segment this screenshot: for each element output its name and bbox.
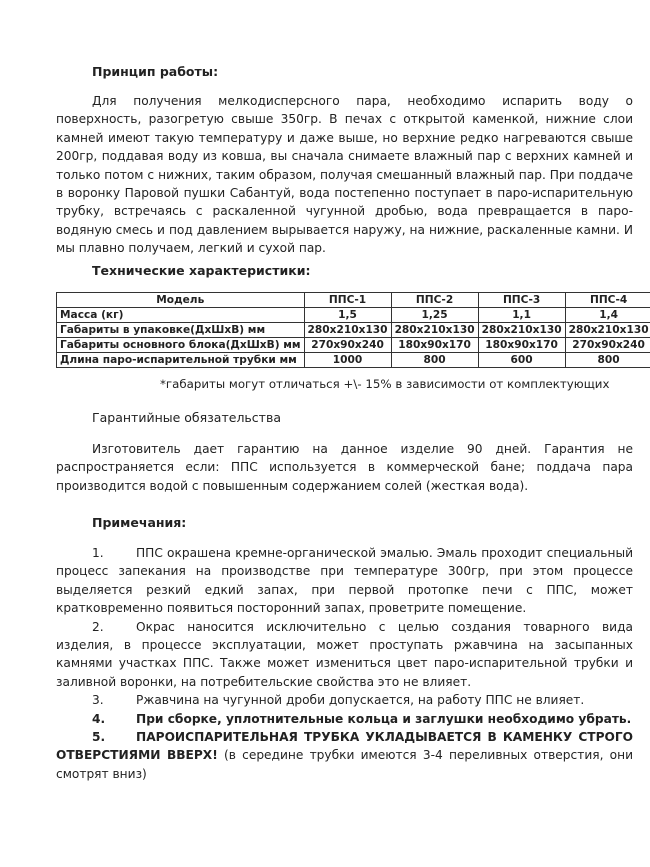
col-pps-1: ППС-1 (304, 293, 391, 308)
note-text: При сборке, уплотнительные кольца и заглушки необходимо убрать. (136, 711, 632, 726)
col-model: Модель (57, 293, 305, 308)
table-cell: 600 (478, 353, 565, 368)
table-cell: Габариты в упаковке(ДхШхВ) мм (57, 323, 305, 338)
note-number: 5. (92, 730, 106, 745)
table-cell: 280х210х130 (304, 323, 391, 338)
table-row (57, 353, 650, 368)
specs-footnote: *габариты могут отличаться +\- 15% в зависимости от комплектующих (160, 377, 610, 391)
table-cell: 270х90х240 (304, 338, 391, 353)
table-cell: 1000 (304, 353, 391, 368)
table-cell: 280х210х130 (391, 323, 478, 338)
note-number: 3. (92, 693, 104, 708)
table-cell: 1,5 (304, 308, 391, 323)
table-cell: Длина паро-испарительной трубки мм (57, 353, 305, 368)
note-number: 1. (92, 546, 104, 560)
table-cell: Масса (кг) (57, 308, 305, 323)
warranty-heading: Гарантийные обязательства (92, 410, 281, 425)
warranty-paragraph: Изготовитель дает гарантию на данное изделие 90 дней. Гарантия не распространяется если: ППС используется в коммерческой бане; поддача пара производится водой с повышенным содержанием солей (жесткая вода). (56, 442, 633, 493)
principle-text (56, 92, 633, 258)
specs-table-header (57, 293, 650, 308)
note-text: Окрас наносится исключительно с целью создания товарного вида изделия, в процессе эксплуатации, может проступать ржавчина на засыпанных камнями участках ППС. Также может измениться цвет паро-испарительной трубки и заливной воронки, на потребительские свойства это не влияет. (56, 619, 633, 689)
table-cell: 270х90х240 (565, 338, 650, 353)
table-cell: 280х210х130 (478, 323, 565, 338)
table-cell: 1,4 (565, 308, 650, 323)
list-item (56, 691, 633, 709)
note-text: (в середине трубки имеются 3-4 переливных отверстия, они смотрят вниз) (56, 748, 633, 781)
notes-heading: Примечания: (92, 515, 187, 530)
list-item (56, 710, 633, 728)
note-bold-text: ПАРОИСПАРИТЕЛЬНАЯ ТРУБКА УКЛАДЫВАЕТСЯ В КАМЕНКУ СТРОГО ОТВЕРСТИЯМИ ВВЕРХ! (56, 730, 633, 763)
table-cell: 1,1 (478, 308, 565, 323)
list-item (56, 544, 633, 618)
col-pps-2: ППС-2 (391, 293, 478, 308)
principle-heading: Принцип работы: (92, 64, 219, 79)
table-cell: 280х210х130 (565, 323, 650, 338)
principle-paragraph: Для получения мелкодисперсного пара, необходимо испарить воду о поверхность, разогретую свыше 350гр. В печах с открытой каменкой, нижние слои камней имеют такую температуру и даже выше, но верхние редко нагреваются свыше 200гр, поддавая воду из ковша, вы сначала снимаете влажный пар с верхних камней и только потом с нижних, таким образом, получая смешанный влажный пар. При поддаче в воронку Паровой пушки Сабантуй, вода постепенно поступает в паро-испарительную трубку, встречаясь с раскаленной чугунной дробью, вода превращается в паро-водяную смесь и под давлением вырывается наружу, на нижние, раскаленные камни. И мы плавно получаем, легкий и сухой пар. (56, 94, 633, 256)
table-cell: 1,25 (391, 308, 478, 323)
list-item (56, 618, 633, 692)
table-row (57, 323, 650, 338)
warranty-text (56, 440, 633, 495)
table-cell: 180х90х170 (391, 338, 478, 353)
specs-heading: Технические характеристики: (92, 263, 311, 278)
specs-table (56, 292, 650, 368)
note-number: 2. (92, 619, 104, 634)
note-text: ППС окрашена кремне-органической эмалью. Эмаль проходит специальный процесс запекания на производстве при температуре 300гр, при этом процессе выделяется резкий едкий запах, при первой протопке печи с ППС, может кратковременно появиться посторонний запах, проветрите помещение. (56, 546, 633, 616)
note-number: 4. (92, 711, 106, 726)
table-cell: 800 (391, 353, 478, 368)
table-cell: Габариты основного блока(ДхШхВ) мм (57, 338, 305, 353)
col-pps-4: ППС-4 (565, 293, 650, 308)
col-pps-3: ППС-3 (478, 293, 565, 308)
table-cell: 180х90х170 (478, 338, 565, 353)
table-cell: 800 (565, 353, 650, 368)
list-item (56, 728, 633, 783)
note-text: Ржавчина на чугунной дроби допускается, на работу ППС не влияет. (136, 693, 585, 708)
table-row (57, 308, 650, 323)
notes-list (56, 544, 633, 783)
table-row (57, 338, 650, 353)
